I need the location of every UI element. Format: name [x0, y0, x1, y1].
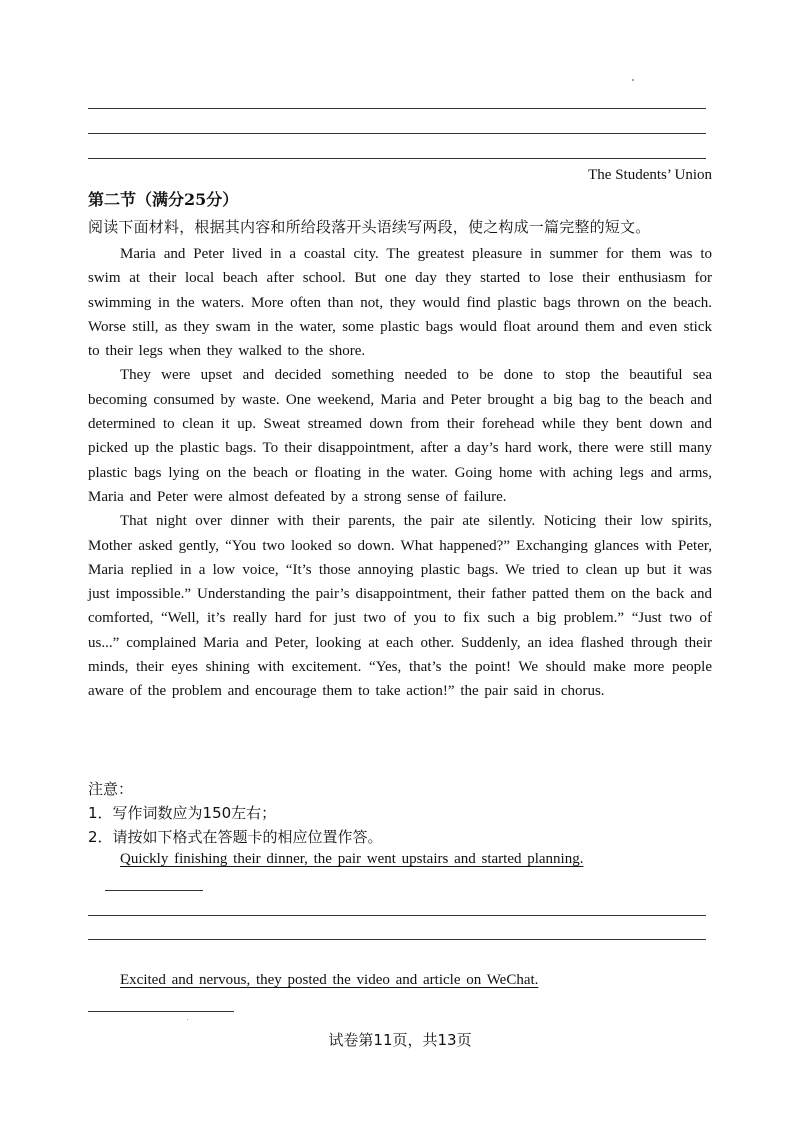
scan-speck: [187, 1019, 188, 1020]
answer-line: [88, 1011, 234, 1012]
page-footer: 试卷第11页，共13页: [328, 1031, 472, 1049]
passage-paragraph: That night over dinner with their parents, the pair ate silently. Noticing their low spirits, Mother asked gently, “You two looked so down. What happened?” Exchanging glances with Peter, Maria replied in a low voice, “It’s those annoying plastic bags. We tried to clean up but it was just impossible.” Understanding the pair’s disappointment, their father patted them on the back and comforted, “Well, it’s really hard for just two of you to fix such a big problem.” “Just two of us...” complained Maria and Peter, looking at each other. Suddenly, an idea flashed through their minds, their eyes shining with excitement. “Yes, that’s the point! We should make more people aware of the problem and encourage them to take action!” the pair said in chorus.: [88, 513, 712, 700]
passage-paragraph: They were upset and decided something needed to be done to stop the beautiful sea becoming consumed by waste. One weekend, Maria and Peter brought a big bag to the beach and determined to clean it up. Sweat streamed down from their forehead while they bent down and picked up the plastic bags. To their disappointment, after a day’s hard work, there were still many plastic bags lying on the beach or floating in the water. Going home with aching legs and arms, Maria and Peter were almost defeated by a strong sense of failure.: [88, 367, 712, 505]
answer-line: [88, 158, 706, 159]
passage-paragraph: Maria and Peter lived in a coastal city. The greatest pleasure in summer for them was to swim at their local beach after school. But one day they started to lose their enthusiasm for swimming in the waters. More often than not, they would find plastic bags thrown on the beach. Worse still, as they swam in the water, some plastic bags would float around them and even stick to their legs when they walked to the shore.: [88, 246, 712, 360]
scan-speck: [632, 79, 634, 81]
answer-line: [88, 133, 706, 134]
reading-passage: [88, 242, 712, 704]
letter-signature: The Students’ Union: [588, 167, 712, 183]
notes-block: [88, 777, 383, 849]
paragraph-opener-1: Quickly finishing their dinner, the pair went upstairs and started planning.: [120, 851, 584, 867]
answer-line: [88, 915, 706, 916]
note-item: 1．写作词数应为150左右；: [88, 804, 277, 822]
task-instruction: 阅读下面材料，根据其内容和所给段落开头语续写两段，使之构成一篇完整的短文。: [88, 218, 651, 236]
answer-line: [88, 939, 706, 940]
notes-heading: 注意：: [88, 780, 134, 798]
note-item: 2．请按如下格式在答题卡的相应位置作答。: [88, 828, 383, 846]
answer-line: [105, 890, 203, 891]
answer-line: [88, 108, 706, 109]
paragraph-opener-2: Excited and nervous, they posted the video and article on WeChat.: [120, 972, 539, 988]
section-title: 第二节（满分25分）: [88, 190, 239, 209]
